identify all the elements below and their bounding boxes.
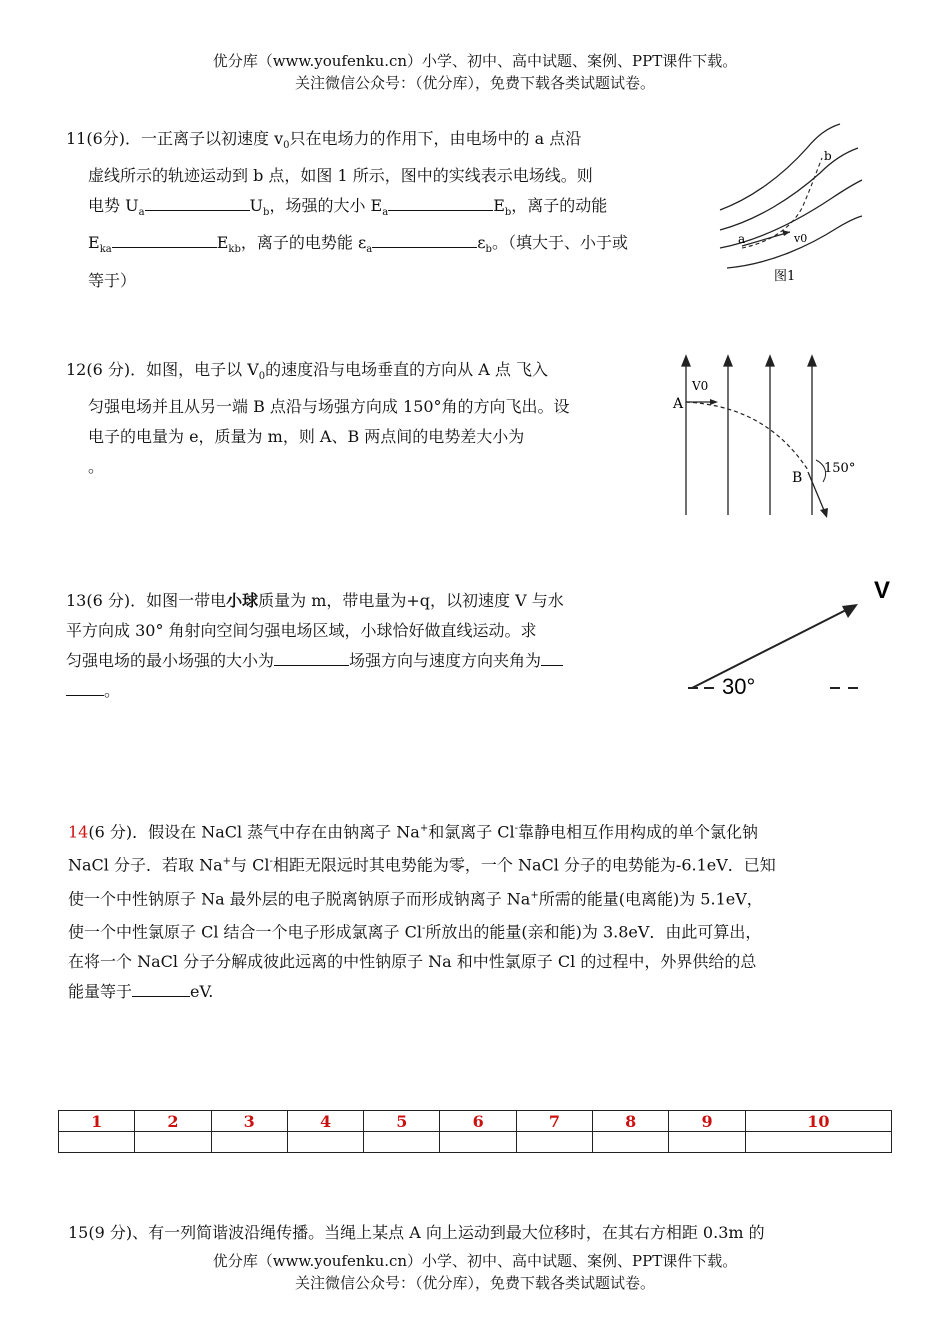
q11-line-3: 电势 $U_a$ $U_b$，场强的大小 $E_a$ $E_b$，离子的动能	[66, 191, 698, 228]
blank[interactable]	[112, 229, 217, 248]
q12-line-4: 。	[88, 457, 105, 477]
answer-table-answer-row	[59, 1132, 892, 1153]
blank[interactable]	[372, 229, 477, 248]
question-12: 12(6 分)．如图，电子以 $V_0$的速度沿与电场垂直的方向从 A 点 飞入 匀强电场并且从另一端 B 点沿与场强方向成 150°角的方向飞出。设 电子的电量为 e，质量为 m，则 A、B 两点间的电势差大小为 。	[66, 355, 666, 482]
q11-line-2: 虚线所示的轨迹运动到 b 点，如图 1 所示，图中的实线表示电场线。则	[88, 166, 593, 186]
q14-number: 14	[68, 822, 89, 842]
blank[interactable]	[66, 677, 104, 696]
answer-col-header: 5	[364, 1111, 440, 1132]
fig-q12-v0-label: V0	[692, 379, 709, 393]
figure-1-field-lines	[712, 118, 872, 293]
figure-q13-velocity	[680, 570, 900, 700]
answer-cell[interactable]	[211, 1132, 287, 1153]
question-13: 13(6 分)．如图一带电小球质量为 m，带电量为+q，以初速度 V 与水 平方向成 30° 角射向空间匀强电场区域，小球恰好做直线运动。求 匀强电场的最小场强的大小为 场强方向与速度方向夹角为 。	[66, 586, 666, 706]
answer-col-header: 6	[440, 1111, 516, 1132]
footer	[0, 1250, 950, 1294]
fig-q13-angle-label: 30°	[722, 674, 756, 699]
fig1-caption: 图1	[774, 269, 796, 284]
answer-col-header: 7	[516, 1111, 592, 1132]
answer-col-header: 4	[287, 1111, 363, 1132]
figure-q12-uniform-field	[668, 350, 868, 525]
answer-cell[interactable]	[440, 1132, 516, 1153]
question-14: 14(6 分)．假设在 NaCl 蒸气中存在由钠离子 Na+和氯离子 Cl-靠静电相互作用构成的单个氯化钠 NaCl 分子．若取 Na+与 Cl-相距无限远时其电势能为零，一个 NaCl 分子的电势能为-6.1eV．已知 使一个中性钠原子 Na 最外层的电子脱离钠原子而形成钠离子 Na+所需的能量(电离能)为 5.1eV， 使一个中性氯原子 Cl 结合一个电子形成氯离子 Cl-所放出的能量(亲和能)为 3.8eV．由此可算出， 在将一个 NaCl 分子分解成彼此远离的中性钠原子 Na 和中性氯原子 Cl 的过程中，外界供给的总 能量等于 eV.	[68, 814, 888, 1007]
q13-line-2: 平方向成 30° 角射向空间匀强电场区域，小球恰好做直线运动。求	[66, 621, 537, 640]
blank[interactable]	[541, 647, 563, 666]
answer-cell[interactable]	[135, 1132, 211, 1153]
answer-cell[interactable]	[59, 1132, 135, 1153]
answer-col-header: 2	[135, 1111, 211, 1132]
blank[interactable]	[132, 978, 190, 997]
answer-cell[interactable]	[745, 1132, 891, 1153]
answer-cell[interactable]	[287, 1132, 363, 1153]
q14-line-5: 在将一个 NaCl 分子分解成彼此远离的中性钠原子 Na 和中性氯原子 Cl 的过程中，外界供给的总	[68, 952, 757, 972]
fig1-v0-label: v0	[794, 232, 808, 245]
fig-q12-angle-label: 150°	[824, 461, 856, 476]
q12-line-2: 匀强电场并且从另一端 B 点沿与场强方向成 150°角的方向飞出。设	[88, 397, 570, 417]
footer-line-2: 关注微信公众号：（优分库），免费下载各类试题试卷。	[294, 1274, 655, 1292]
fig1-point-b: b	[824, 149, 832, 163]
answer-col-header: 10	[745, 1111, 891, 1132]
q15-line-1: 15(9 分)、有一列简谐波沿绳传播。当绳上某点 A 向上运动到最大位移时，在其右方相距 0.3m 的	[68, 1223, 765, 1242]
header-line-1: 优分库（www.youfenku.cn）小学、初中、高中试题、案例、PPT课件下载。	[212, 52, 738, 70]
fig1-point-a: a	[738, 232, 746, 246]
header-line-2: 关注微信公众号：（优分库），免费下载各类试题试卷。	[294, 74, 655, 92]
answer-table	[58, 1110, 892, 1153]
blank[interactable]	[145, 192, 250, 211]
fig-q13-v-label: V	[874, 577, 891, 604]
header	[0, 50, 950, 94]
q11-number: 11(6分)	[66, 129, 126, 148]
answer-col-header: 8	[593, 1111, 669, 1132]
answer-col-header: 1	[59, 1111, 135, 1132]
q11-line-4: $E_{ka}$ $E_{kb}$，离子的电势能 $\varepsilon_a$ $\varepsilon_b$。（填大于、小于或	[66, 228, 698, 265]
blank[interactable]	[388, 192, 493, 211]
fig-q12-point-A: A	[673, 396, 684, 412]
footer-line-1: 优分库（www.youfenku.cn）小学、初中、高中试题、案例、PPT课件下载。	[212, 1252, 738, 1270]
fig-q12-point-B: B	[792, 470, 803, 486]
answer-col-header: 3	[211, 1111, 287, 1132]
answer-table-header-row	[59, 1111, 892, 1132]
answer-cell[interactable]	[516, 1132, 592, 1153]
answer-cell[interactable]	[364, 1132, 440, 1153]
answer-cell[interactable]	[669, 1132, 745, 1153]
answer-col-header: 9	[669, 1111, 745, 1132]
q12-line-3: 电子的电量为 e，质量为 m，则 A、B 两点间的电势差大小为	[88, 427, 525, 447]
q11-line-5: 等于）	[88, 270, 137, 290]
question-11: 11(6分)．一正离子以初速度 $v_0$只在电场力的作用下，由电场中的 a 点沿 虚线所示的轨迹运动到 b 点，如图 1 所示，图中的实线表示电场线。则 电势 $U_a$ $U_b$，场强的大小 $E_a$ $E_b$，离子的动能 $E_{ka}$ $E_{kb}$，离子的电势能 $\varepsilon_a$ $\varepsilon_b$。（填大于、小于或 等于）	[66, 124, 698, 296]
question-15	[68, 1218, 888, 1248]
answer-cell[interactable]	[593, 1132, 669, 1153]
blank[interactable]	[274, 647, 349, 666]
